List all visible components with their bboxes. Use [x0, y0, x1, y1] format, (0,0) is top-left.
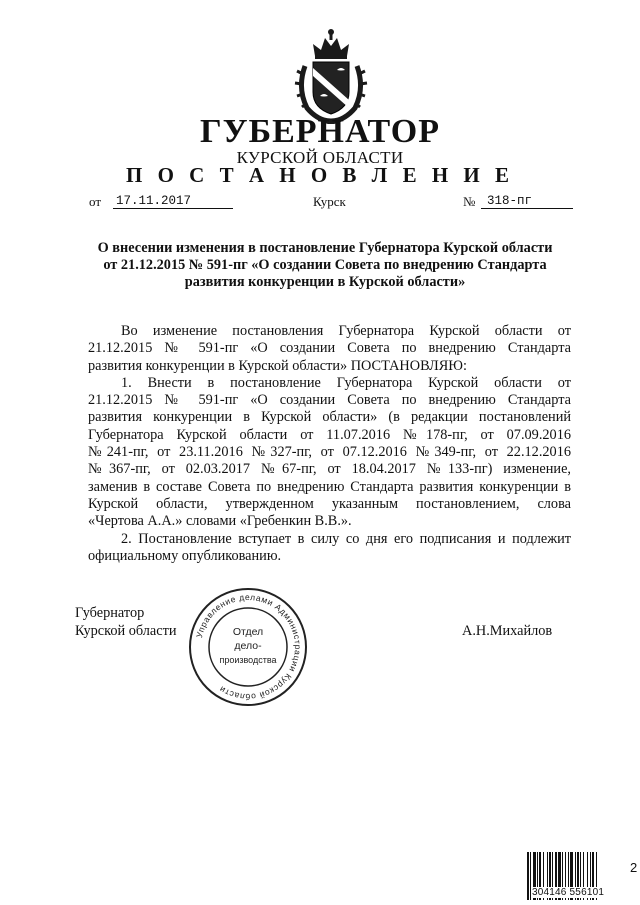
stamp-ring-text: Управление делами Администрации Курской области: [193, 591, 304, 703]
document-date: 17.11.2017: [113, 194, 233, 209]
subject-line: О внесении изменения в постановление Губернатора Курской области: [97, 240, 553, 256]
resolution-subject: [70, 240, 580, 291]
stamp-text: производства: [219, 655, 277, 665]
body-line: 2. Постановление вступает в силу со дня его подписания и подлежит: [121, 530, 571, 547]
body-line: «Чертова А.А.» словами «Гребенкин В.В.».: [88, 513, 352, 530]
issuer-region: КУРСКОЙ ОБЛАСТИ: [236, 148, 404, 167]
stamp-text: дело-: [234, 640, 262, 652]
date-label: от: [89, 194, 102, 209]
body-line: 1. Внести в постановление Губернатора Курской области от: [121, 374, 571, 391]
document-type: П О С Т А Н О В Л Е Н И Е: [125, 163, 514, 187]
subject-line: от 21.12.2015 № 591-пг «О создании Совета по внедрению Стандарта: [103, 257, 547, 273]
body-line: №241-пг, от 23.11.2016 №327-пг, от 07.12.2016 №349-пг, от 22.12.2016: [88, 444, 571, 461]
issuer-title: ГУБЕРНАТОР: [200, 113, 440, 150]
barcode-number: 304146 556101: [532, 887, 605, 898]
body-line: Курской области, утвержденном указанным постановлением, слова: [88, 495, 571, 512]
barcode-mark: 2: [630, 860, 638, 875]
body-line: заменив в составе Совета по внедрению Стандарта развития конкуренции в: [88, 478, 571, 495]
office-stamp: [187, 586, 309, 708]
stamp-text: Отдел: [232, 626, 264, 638]
body-line: Во изменение постановления Губернатора Курской области от: [121, 323, 571, 339]
signatory-position: Курской области: [75, 623, 177, 639]
body-line: официальному опубликованию.: [88, 547, 282, 564]
coat-of-arms-emblem: [293, 26, 369, 124]
body-line: №367-пг, от 02.03.2017 №67-пг, от 18.04.2017 №133-пг) изменение,: [88, 461, 571, 478]
signatory-name: А.Н.Михайлов: [462, 623, 553, 639]
document-place: Курск: [313, 194, 346, 209]
body-line: Губернатора Курской области от 11.07.2016 №178-пг, от 07.09.2016: [88, 426, 571, 443]
body-line: 21.12.2015 № 591-пг «О создании Совета по внедрению Стандарта: [88, 340, 571, 357]
signatory-position: Губернатор: [75, 605, 145, 621]
body-line: 21.12.2015 № 591-пг «О создании Совета по внедрению Стандарта: [88, 392, 571, 409]
body-line: развития конкуренции в Курской области» (в редакции постановлений: [88, 409, 571, 426]
document-number: 318-пг: [481, 194, 573, 209]
body-line: развития конкуренции в Курской области» ПОСТАНОВЛЯЮ:: [88, 357, 467, 374]
resolution-body: [88, 323, 571, 565]
number-label: №: [463, 194, 476, 209]
subject-line: развития конкуренции в Курской области»: [184, 274, 466, 290]
